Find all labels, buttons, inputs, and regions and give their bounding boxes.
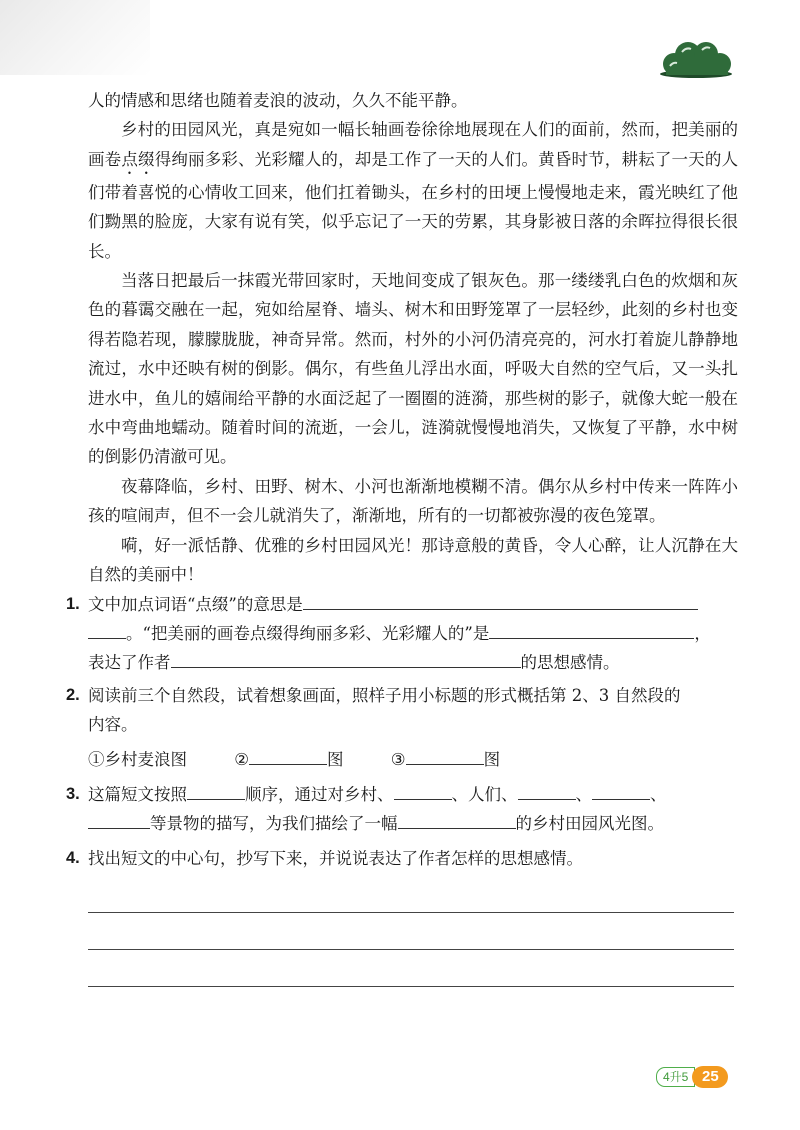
question-3 xyxy=(66,780,746,838)
question-text: 的乡村田园风光图。 xyxy=(515,814,664,833)
question-number: 4. xyxy=(66,849,80,867)
answer-blank[interactable] xyxy=(88,620,126,639)
question-1 xyxy=(66,590,746,677)
passage-paragraph: 夜幕降临，乡村、田野、树木、小河也渐渐地模糊不清。偶尔从乡村中传来一阵阵小孩的喧闹声，但不一会儿就消失了，渐渐地，所有的一切都被弥漫的夜色笼罩。 xyxy=(88,476,738,526)
answer-blank[interactable] xyxy=(398,810,516,829)
question-number: 1. xyxy=(66,595,80,613)
corner-decoration xyxy=(0,0,150,75)
answer-area xyxy=(88,876,734,987)
option-suffix: 图 xyxy=(327,750,344,769)
question-text: 、人们、 xyxy=(451,785,518,804)
question-2 xyxy=(66,681,746,774)
reading-passage xyxy=(88,86,738,590)
passage-paragraph: 人的情感和思绪也随着麦浪的波动，久久不能平静。 xyxy=(88,91,468,110)
question-text: 文中加点词语“点缀”的意思是 xyxy=(88,595,303,614)
passage-paragraph: 当落日把最后一抹霞光带回家时，天地间变成了银灰色。那一缕缕乳白色的炊烟和灰色的暮霭交融在一起，宛如给屋脊、墙头、树木和田野笼罩了一层轻纱，此刻的乡村也变得若隐若现，朦朦胧胧，神奇异常。然而，村外的小河仍清亮亮的，河水打着旋儿静静地流过，水中还映有树的倒影。偶尔，有些鱼儿浮出水面，呼吸大自然的空气后，又一头扎进水中，鱼儿的嬉闹给平静的水面泛起了一圈圈的涟漪，那些树的影子，就像大蛇一般在水中弯曲地蠕动。随着时间的流逝，一会儿，涟漪就慢慢地消失，又恢复了平静，水中树的倒影仍清澈可见。 xyxy=(88,271,738,467)
question-number: 3. xyxy=(66,785,80,803)
answer-blank[interactable] xyxy=(489,620,694,639)
bush-icon xyxy=(658,40,734,78)
question-text: 内容。 xyxy=(88,715,138,734)
answer-blank[interactable] xyxy=(592,781,650,800)
example-option: ①乡村麦浪图 xyxy=(88,750,187,769)
question-text: 等景物的描写，为我们描绘了一幅 xyxy=(150,814,398,833)
paragraph-text: 得绚丽多彩、光彩耀人的，却是工作了一天的人们。黄昏时节，耕耘了一天的人们带着喜悦的心情收工回来，他们扛着锄头，在乡村的田埂上慢慢地走来，霞光映红了他们黝黑的脸庞，大家有说有笑，似乎忘记了一天的劳累，其身影被日落的余晖拉得很长很长。 xyxy=(88,149,739,261)
question-4 xyxy=(66,844,746,873)
answer-blank[interactable] xyxy=(406,746,484,765)
grade-tag: 4升5 xyxy=(656,1067,695,1087)
paragraph-text: 乡村的田园风光，真是宛如一幅长轴画卷徐徐地展现在人们的面前，然而，把美丽的画卷 xyxy=(88,120,738,169)
page-number: 25 xyxy=(692,1066,728,1088)
question-text: 的思想感情。 xyxy=(520,653,620,672)
answer-blank[interactable] xyxy=(303,591,698,610)
answer-line[interactable] xyxy=(88,950,734,987)
question-text: ， xyxy=(694,624,711,643)
question-text: 找出短文的中心句，抄写下来，并说说表达了作者怎样的思想感情。 xyxy=(88,849,583,868)
emphasized-word: 点缀 xyxy=(121,149,155,169)
answer-blank[interactable] xyxy=(88,810,150,829)
passage-paragraph xyxy=(88,115,738,266)
answer-blank[interactable] xyxy=(187,781,245,800)
question-text: 这篇短文按照 xyxy=(88,785,187,804)
questions-section xyxy=(66,590,746,873)
answer-blank[interactable] xyxy=(518,781,576,800)
answer-blank[interactable] xyxy=(249,746,327,765)
option-label: ② xyxy=(234,750,250,769)
option-suffix: 图 xyxy=(483,750,501,769)
answer-line[interactable] xyxy=(88,876,734,913)
question-text: 、 xyxy=(575,785,592,804)
question-text: 表达了作者 xyxy=(88,653,171,672)
answer-line[interactable] xyxy=(88,913,734,950)
answer-blank[interactable] xyxy=(394,781,452,800)
answer-blank[interactable] xyxy=(171,649,521,668)
passage-paragraph: 嗬，好一派恬静、优雅的乡村田园风光！那诗意般的黄昏，令人心醉，让人沉静在大自然的美丽中！ xyxy=(88,535,738,585)
question-text: 顺序，通过对乡村、 xyxy=(245,785,394,804)
question-text: 、 xyxy=(650,785,667,804)
question-text: 。“把美丽的画卷点缀得绚丽多彩、光彩耀人的”是 xyxy=(126,624,490,643)
option-label: ③ xyxy=(390,750,406,769)
page-badge xyxy=(656,1066,728,1088)
question-text: 阅读前三个自然段，试着想象画面，照样子用小标题的形式概括第 2、3 自然段的 xyxy=(88,686,681,705)
question-number: 2. xyxy=(66,686,80,704)
